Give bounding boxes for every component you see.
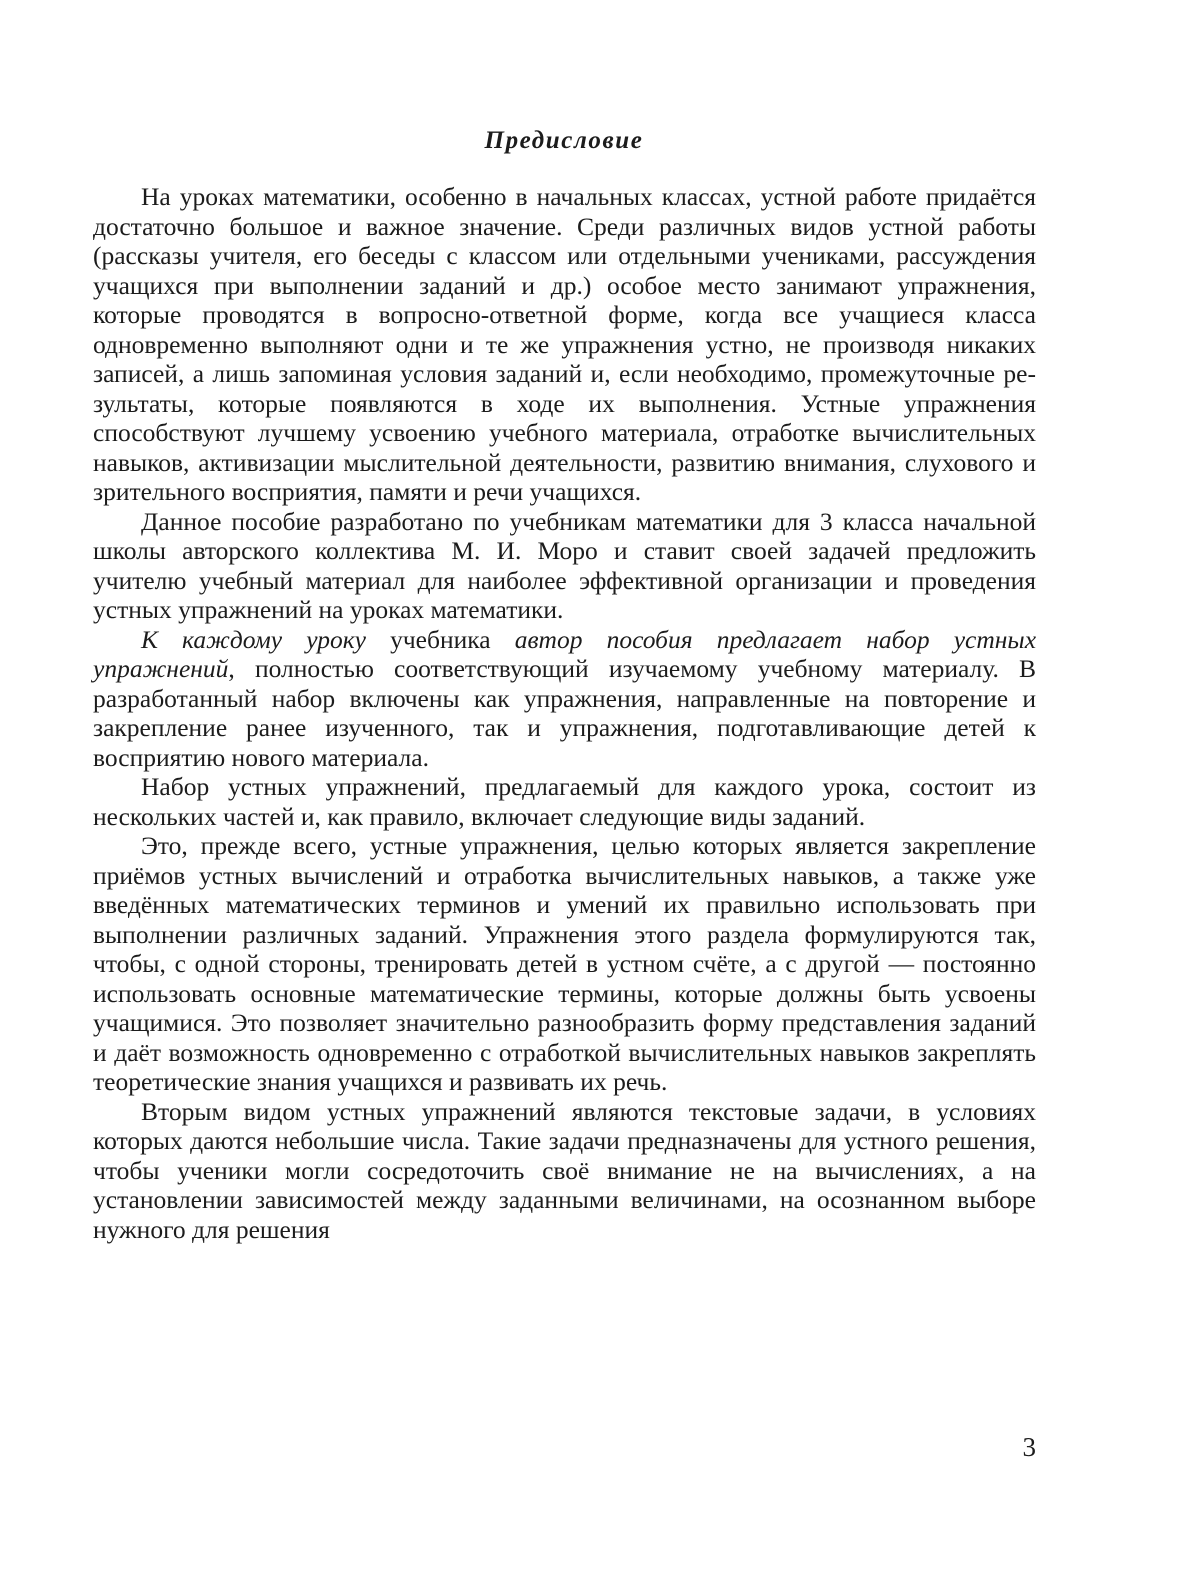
paragraph-5 (93, 831, 1036, 1097)
paragraph-5-text: Это, прежде всего, устные упражнения, целью которых является закрепление приёмов устных вычислений и отработка вычислительных навыков, а также уже введённых математических терминов и умений их правильно использовать при выполнении различных заданий. Упражнения этого раздела формулируются так, чтобы, с одной стороны, тренировать детей в устном счёте, а с другой — постоянно использовать основные математические термины, которые должны быть усвоены учащимися. Это позволяет значительно разнообразить форму представления заданий и даёт возможность одновременно с отработкой вычислительных навыков закреплять теоретические знания учащихся и развивать их речь. (93, 831, 1036, 1096)
body-text (93, 182, 1036, 1244)
paragraph-4-text: Набор устных упражнений, предлагаемый для каждого урока, состоит из нескольких частей и, как правило, включает следующие виды заданий. (93, 772, 1036, 831)
paragraph-3-italic-lead: К каждому уроку (141, 624, 366, 654)
paragraph-6 (93, 1097, 1036, 1245)
paragraph-3-text-b: , полностью соответствующий изучаемому учебному материалу. В разработанный набор включены как упражнения, направленные на повторение и закрепление ранее изученного, так и упражнения, подготавливающие детей к восприятию нового материала. (93, 654, 1036, 772)
paragraph-2-text: Данное пособие разработано по учебникам математики для 3 класса начальной школы авторского коллектива М. И. Моро и ставит своей задачей предложить учителю учебный материал для наиболее эффективной организации и проведения устных упражнений на уроках математики. (93, 506, 1036, 624)
paragraph-3-text-a: учебника (365, 624, 515, 654)
paragraph-3-italic-emphasis: автор пособия предлагает набор устных упражнений (93, 624, 1037, 683)
paragraph-2 (93, 507, 1036, 625)
paragraph-6-text: Вторым видом устных упражнений являются текстовые задачи, в условиях которых даются небольшие числа. Такие задачи предназначены для устного решения, чтобы ученики могли сосредоточить своё внимание не на вычислениях, а на установлении зависимостей между заданными величинами, на осознанном выборе нужного для решения (93, 1096, 1036, 1244)
paragraph-4 (93, 772, 1036, 831)
paragraph-3 (93, 625, 1036, 773)
paragraph-1-text: На уроках математики, особенно в начальных классах, устной работе придаётся достаточно большое и важное значение. Среди различных видов устной работы (рассказы учителя, его беседы с классом или отдельными учениками, рассуждения учащихся при выполнении заданий и др.) особое место занимают упражнения, которые проводятся в вопросно-ответной форме, когда все учащиеся класса одновременно выполняют одни и те же упражнения устно, не производя никаких записей, а лишь запоминая условия заданий и, если необходимо, промежуточные результаты, которые появляются в ходе их выполнения. Устные упражнения способствуют лучшему усвоению учебного материала, отработке вычислительных навыков, активизации мыслительной деятельности, развитию внимания, слухового и зрительного восприятия, памяти и речи учащихся. (93, 182, 1036, 506)
page-heading: Предисловие (484, 127, 644, 154)
page-number: 3 (1022, 1432, 1036, 1462)
paragraph-1 (93, 182, 1036, 507)
